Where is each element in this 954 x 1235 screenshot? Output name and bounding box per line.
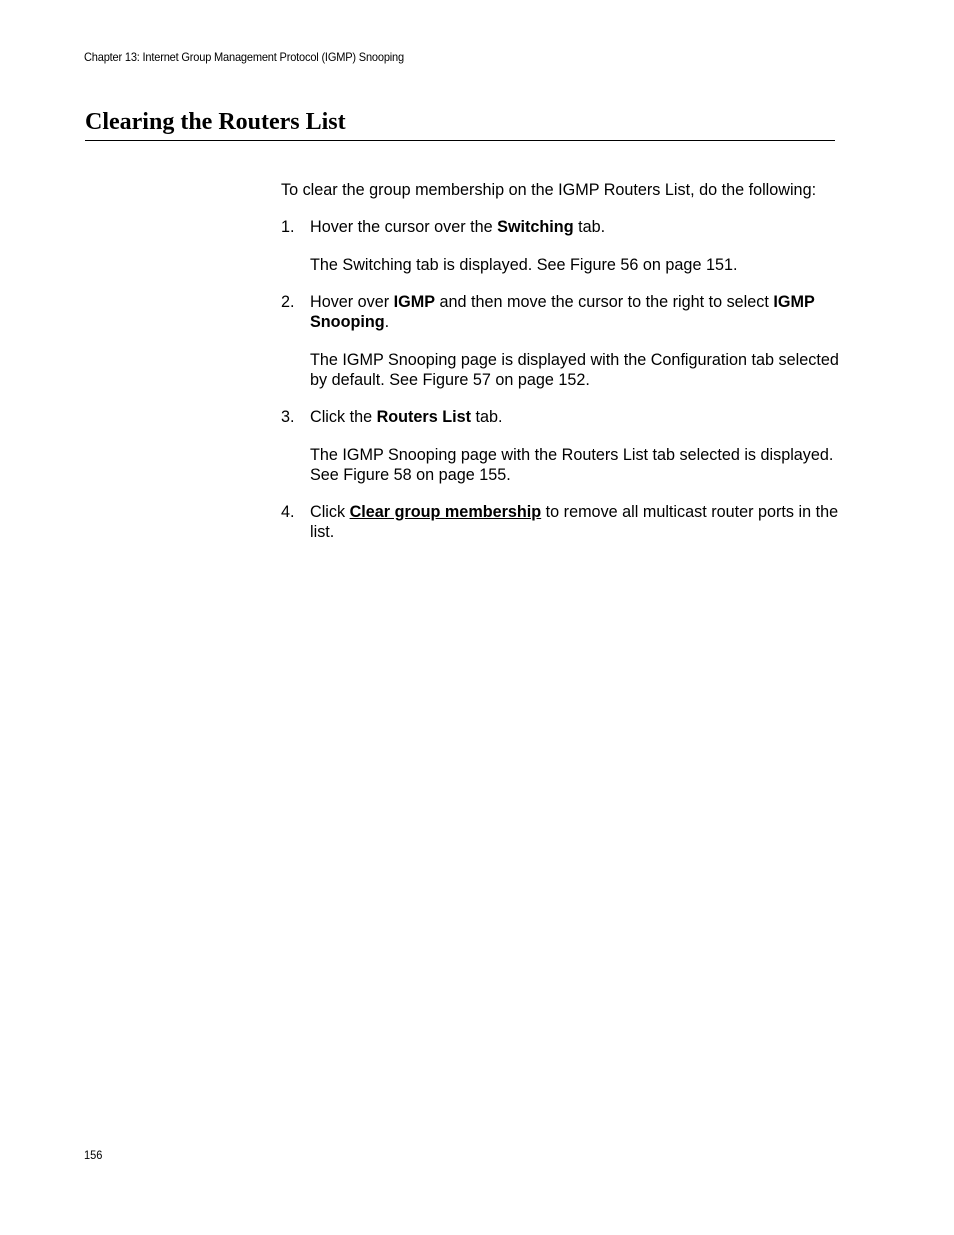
step-result: The IGMP Snooping page is displayed with the Configuration tab selected by default. See Figure 57 on page 152.: [310, 351, 839, 389]
step-result: The Switching tab is displayed. See Figure 56 on page 151.: [310, 256, 738, 274]
section-title: Clearing the Routers List: [85, 109, 346, 135]
title-rule: [85, 140, 835, 141]
running-header: Chapter 13: Internet Group Management Protocol (IGMP) Snooping: [84, 50, 404, 64]
step-4: [281, 502, 843, 542]
clear-group-membership-link[interactable]: Clear group membership: [349, 503, 542, 521]
step-instruction: Hover the cursor over the Switching tab.: [310, 218, 606, 236]
ui-term-routers-list: Routers List: [376, 408, 472, 426]
step-2: [281, 292, 843, 390]
step-number: 4.: [281, 503, 295, 521]
page-number: 156: [84, 1148, 103, 1162]
step-result: The IGMP Snooping page with the Routers List tab selected is displayed. See Figure 58 on page 155.: [310, 446, 834, 484]
step-3: [281, 407, 843, 485]
step-number: 1.: [281, 218, 295, 236]
step-instruction: Click the Routers List tab.: [310, 408, 503, 426]
step-number: 2.: [281, 293, 295, 311]
ui-term-igmp-snooping: IGMP Snooping: [310, 293, 815, 331]
body-text: [281, 180, 843, 559]
ui-term-switching: Switching: [497, 218, 574, 236]
intro-paragraph: To clear the group membership on the IGMP Routers List, do the following:: [281, 181, 817, 199]
step-instruction: Click Clear group membership to remove all multicast router ports in the list.: [310, 503, 839, 541]
step-number: 3.: [281, 408, 295, 426]
ui-term-igmp: IGMP: [393, 293, 436, 311]
step-1: [281, 217, 843, 275]
step-instruction: Hover over IGMP and then move the cursor to the right to select IGMP Snooping.: [310, 293, 815, 331]
steps-list: [281, 217, 843, 542]
